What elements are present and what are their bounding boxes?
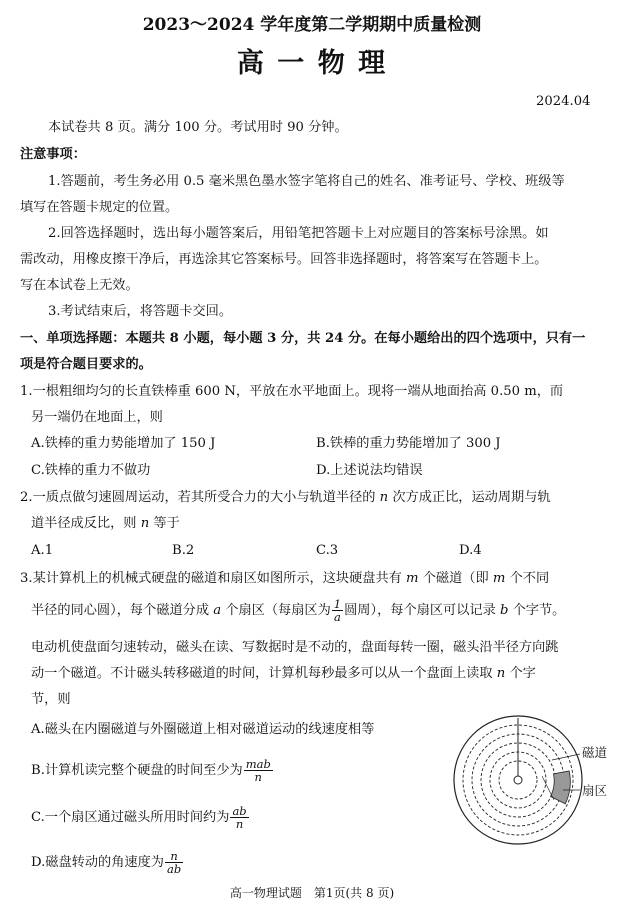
q2-option-d: D.4: [459, 543, 482, 558]
q1-option-a: A.铁棒的重力势能增加了 150 J: [31, 436, 216, 451]
note-1-line-a: 1.答题前，考生务必用 0.5 毫米黑色墨水签字笔将自己的姓名、准考证号、学校、班级等: [48, 174, 565, 189]
q1-option-b: B.铁棒的重力势能增加了 300 J: [316, 436, 501, 451]
q2-stem-b: 道半径成反比，则 n 等于: [31, 516, 180, 531]
q3-stem-3: 电动机使盘面匀速转动，磁头在读、写数据时是不动的，盘面每转一圈，磁头沿半径方向跳: [31, 640, 559, 655]
section-1-line-b: 项是符合题目要求的。: [20, 357, 152, 372]
note-1-line-b: 填写在答题卡规定的位置。: [20, 200, 179, 215]
section-1-line-a: 一、单项选择题：本题共 8 小题，每小题 3 分，共 24 分。在每小题给出的四个选项中，只有一: [20, 331, 586, 346]
q1-option-d: D.上述说法均错误: [316, 463, 423, 478]
intro-text: 本试卷共 8 页。满分 100 分。考试用时 90 分钟。: [48, 120, 348, 135]
q3-stem-1: 3.某计算机上的机械式硬盘的磁道和扇区如图所示，这块硬盘共有 m 个磁道（即 m 个不同: [20, 571, 550, 586]
q3-option-b: B.计算机读完整个硬盘的时间至少为 $\frac{\text{mab}}{n}$: [31, 757, 271, 784]
q3-stem-5: 节，则: [31, 692, 71, 707]
track-label: 磁道: [582, 745, 608, 760]
note-3: 3.考试结束后，将答题卡交回。: [48, 304, 233, 319]
page-footer: 高一物理试题 第1页(共 8 页): [229, 886, 395, 900]
note-2-line-a: 2.回答选择题时，选出每小题答案后，用铅笔把答题卡上对应题目的答案标号涂黑。如: [48, 226, 549, 241]
q3-option-d: D.磁盘转动的角速度为 $\frac{n}{ab}$: [31, 849, 182, 876]
exam-date: 2024.04: [536, 94, 591, 109]
q1-stem-b: 另一端仍在地面上，则: [31, 410, 163, 425]
notes-heading: 注意事项：: [20, 147, 86, 162]
note-2-line-b: 需改动，用橡皮擦干净后，再选涂其它答案标号。回答非选择题时，将答案写在答题卡上。: [20, 252, 548, 267]
subject-title: 高 一 物 理: [236, 48, 388, 79]
q3-stem-4: 动一个磁道。不计磁头转移磁道的时间，计算机每秒最多可以从一个盘面上读取 n 个字: [31, 666, 536, 681]
sector-label: 扇区: [582, 783, 608, 798]
q2-option-c: C.3: [316, 543, 339, 558]
q1-stem-a: 1.一根粗细均匀的长直铁棒重 600 N，平放在水平地面上。现将一端从地面抬高 0.50 m，而: [20, 384, 564, 399]
q3-stem-2: 半径的同心圆），每个磁道分成 a 个扇区（每扇区为 $\frac{1}{a}$ 圆周），每个扇区可以记录 b 个字节。: [31, 597, 566, 624]
q2-option-a: A.1: [31, 543, 54, 558]
exam-title: 2023～2024 学年度第二学期期中质量检测: [142, 15, 482, 35]
note-2-line-c: 写在本试卷上无效。: [20, 278, 139, 293]
fraction-one-over-a: $\frac{1}{a}$: [333, 597, 342, 624]
q3-option-c: C.一个扇区通过磁头所用时间约为 $\frac{ab}{n}$: [31, 804, 247, 831]
q2-stem-a: 2.一质点做匀速圆周运动，若其所受合力的大小与轨道半径的 n 次方成正比，运动周期与轨: [20, 490, 551, 505]
q1-option-c: C.铁棒的重力不做功: [31, 463, 151, 478]
q2-option-b: B.2: [172, 543, 195, 558]
q3-option-a: A.磁头在内圈磁道与外圈磁道上相对磁道运动的线速度相等: [31, 722, 375, 737]
